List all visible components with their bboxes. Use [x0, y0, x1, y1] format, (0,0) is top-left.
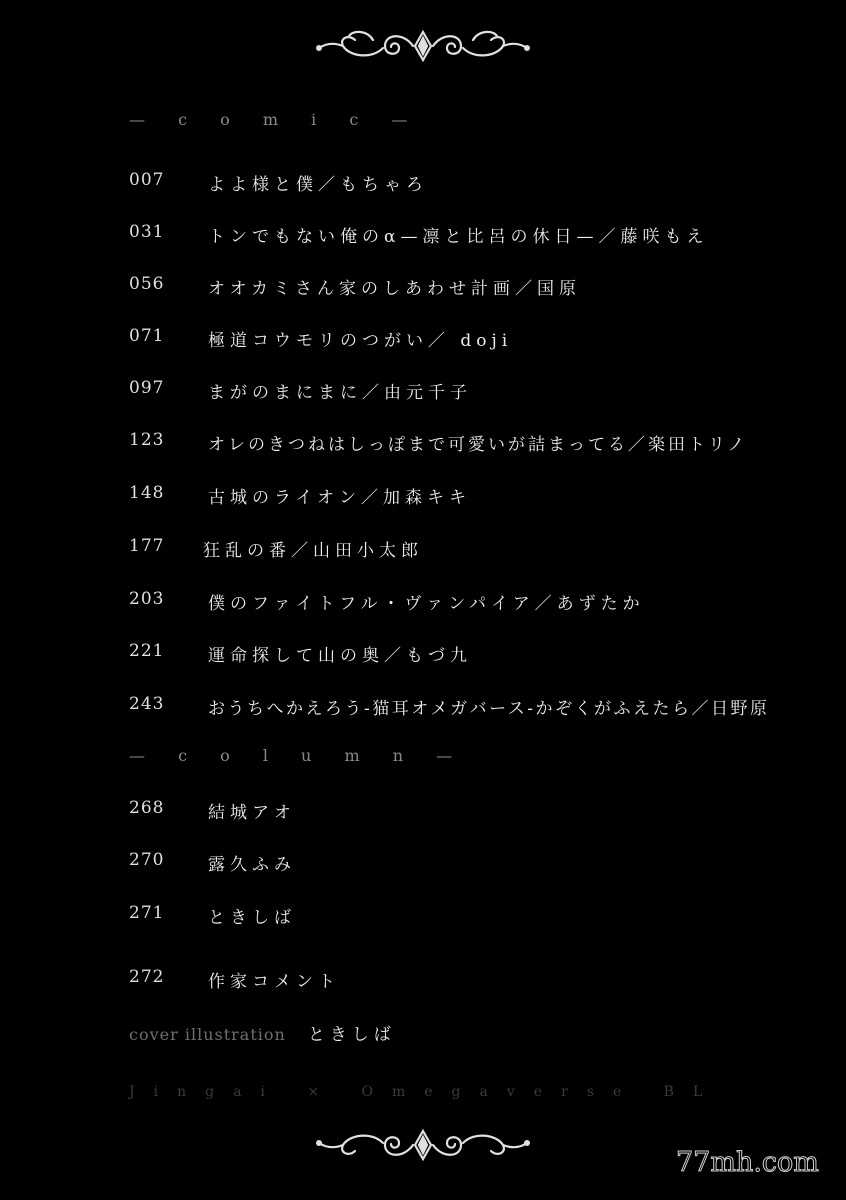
toc-page-number: 272 — [129, 967, 165, 987]
toc-page-number: 007 — [129, 170, 165, 190]
toc-title: 狂乱の番／山田小太郎 — [203, 541, 423, 561]
toc-title: トンでもない俺のα—凛と比呂の休日—／藤咲もえ — [208, 227, 709, 247]
toc-page-number: 203 — [129, 589, 165, 609]
section-label-column: — c o l u m n — — [129, 746, 467, 765]
toc-page-number: 268 — [129, 798, 165, 818]
cover-credit — [129, 1020, 396, 1045]
top-ornament-flourish-icon — [313, 26, 533, 66]
cover-artist: ときしば — [307, 1025, 396, 1045]
bottom-ornament-flourish-icon — [313, 1125, 533, 1165]
toc-title: ときしば — [208, 908, 296, 928]
toc-title: おうちへかえろう-猫耳オメガバース-かぞくがふえたら／日野原 — [208, 699, 770, 719]
toc-page-number: 177 — [129, 536, 165, 556]
toc-title: 極道コウモリのつがい／ doji — [208, 331, 513, 351]
toc-page-number: 031 — [129, 222, 165, 242]
toc-title: 作家コメント — [208, 972, 340, 992]
toc-page-number: 243 — [129, 694, 165, 714]
site-watermark: 77mh.com — [676, 1147, 819, 1178]
toc-page-number: 097 — [129, 378, 165, 398]
toc-title: 結城アオ — [208, 803, 296, 823]
section-label-comic: — c o m i c — — [129, 110, 422, 129]
toc-title: オレのきつねはしっぽまで可愛いが詰まってる／楽田トリノ — [208, 435, 748, 455]
toc-title: オオカミさん家のしあわせ計画／国原 — [208, 279, 581, 299]
toc-title: よよ様と僕／もちゃろ — [208, 175, 428, 195]
toc-page-number: 071 — [129, 326, 165, 346]
toc-page-number: 271 — [129, 903, 165, 923]
toc-title: 僕のファイトフル・ヴァンパイア／あずたか — [208, 594, 645, 614]
cover-label: cover illustration — [129, 1025, 286, 1044]
toc-page-number: 056 — [129, 274, 165, 294]
toc-title: まがのまにまに／由元千子 — [208, 383, 472, 403]
toc-title: 露久ふみ — [208, 855, 296, 875]
toc-page-number: 148 — [129, 483, 165, 503]
tagline: Jingai × Omegaverse BL — [129, 1084, 722, 1100]
toc-page-number: 270 — [129, 850, 165, 870]
toc-page-number: 123 — [129, 430, 165, 450]
toc-title: 古城のライオン／加森キキ — [208, 488, 471, 508]
toc-title: 運命探して山の奥／もづ九 — [208, 646, 472, 666]
toc-page-number: 221 — [129, 641, 165, 661]
